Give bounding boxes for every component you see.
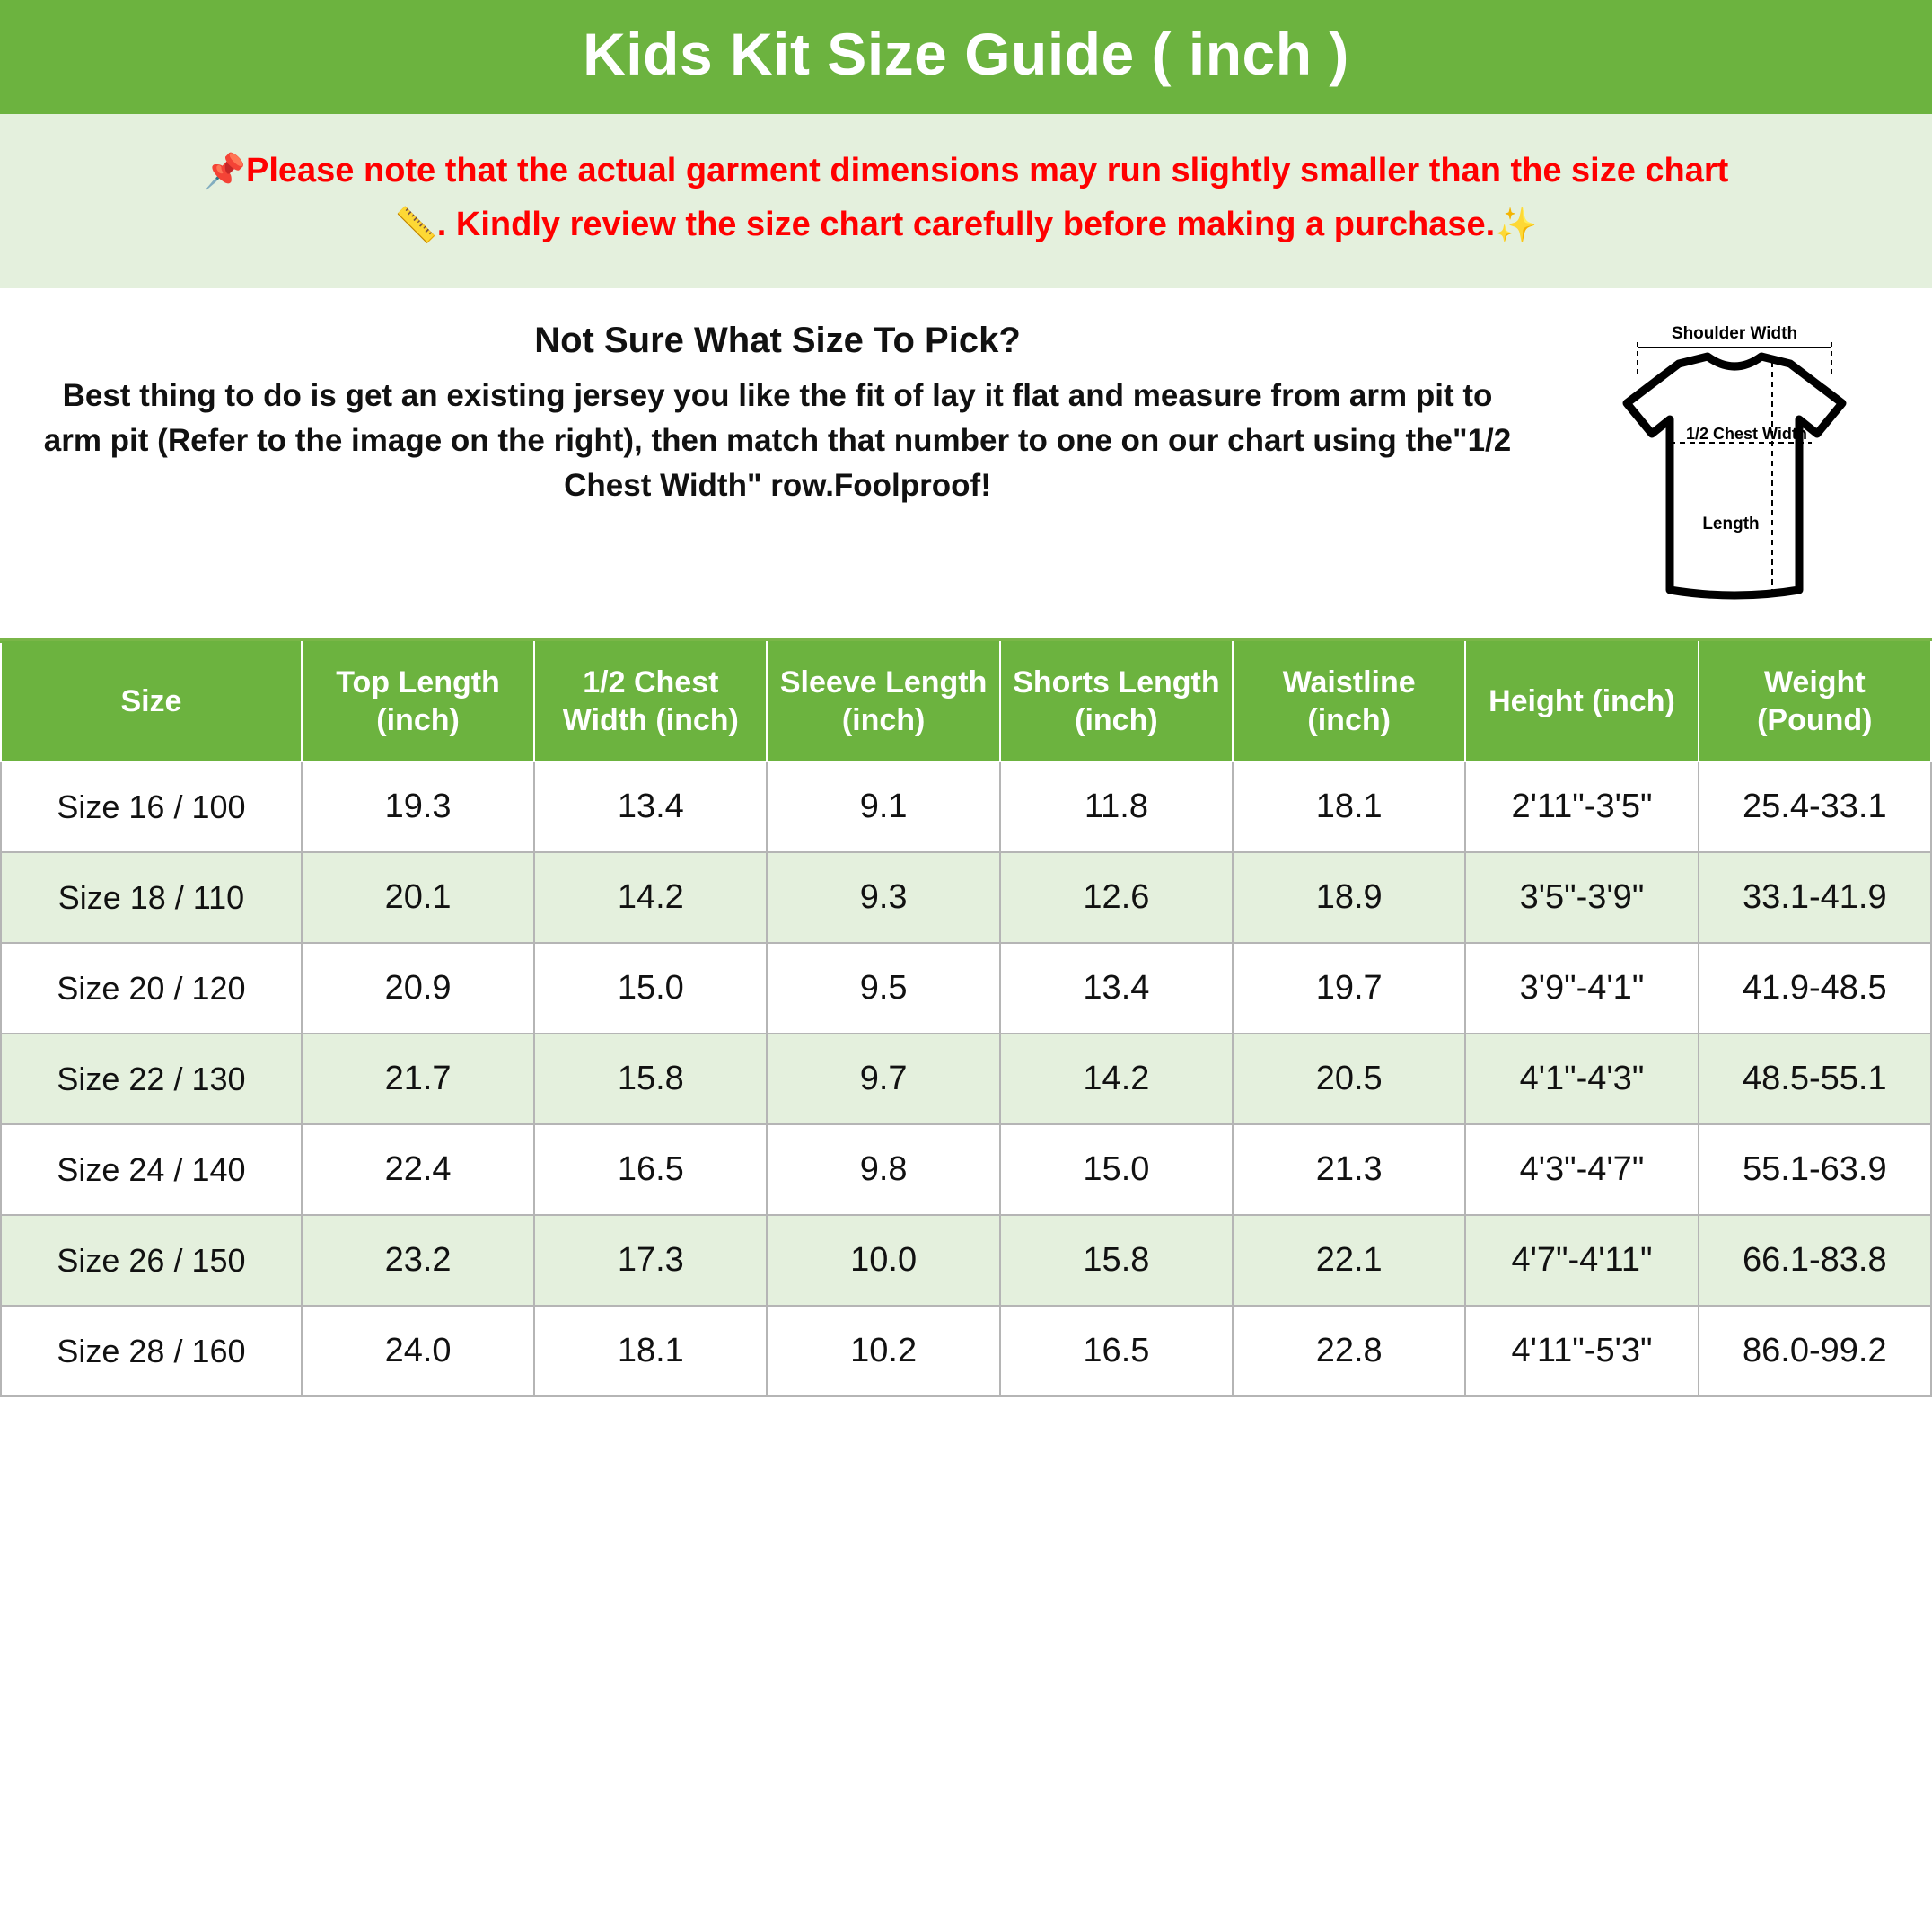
column-header-shorts-length: Shorts Length (inch) [1000,642,1233,762]
cell-height: 4'7"-4'11" [1465,1215,1698,1306]
cell-weight: 66.1-83.8 [1699,1215,1931,1306]
cell-half-chest-width: 16.5 [534,1124,767,1215]
cell-weight: 86.0-99.2 [1699,1306,1931,1396]
note-line-1 [27,145,1905,198]
column-header-size: Size [1,642,302,762]
cell-height: 3'9"-4'1" [1465,943,1698,1034]
column-header-sleeve-length: Sleeve Length (inch) [767,642,999,762]
cell-weight: 41.9-48.5 [1699,943,1931,1034]
tshirt-diagram-svg [1573,321,1896,617]
shoulder-width-label: Shoulder Width [1671,324,1798,344]
cell-sleeve-length: 10.2 [767,1306,999,1396]
cell-top-length: 19.3 [302,762,534,852]
help-section [0,288,1932,641]
cell-top-length: 20.9 [302,943,534,1034]
cell-waistline: 22.8 [1233,1306,1465,1396]
note-line-2-text: . Kindly review the size chart carefully before making a purchase. [436,206,1496,243]
pushpin-icon: 📌 [203,153,246,191]
cell-waistline: 20.5 [1233,1034,1465,1124]
cell-top-length: 21.7 [302,1034,534,1124]
table-row [1,1306,1931,1396]
size-table-head [1,642,1931,762]
cell-waistline: 22.1 [1233,1215,1465,1306]
cell-top-length: 23.2 [302,1215,534,1306]
cell-waistline: 18.9 [1233,852,1465,943]
cell-weight: 55.1-63.9 [1699,1124,1931,1215]
cell-sleeve-length: 9.5 [767,943,999,1034]
cell-waistline: 21.3 [1233,1124,1465,1215]
cell-sleeve-length: 9.1 [767,762,999,852]
help-body: Best thing to do is get an existing jersey you like the fit of lay it flat and measure from arm pit to arm pit (Refer to the image on the right), then match that number to one on our chart using the"1/2 Chest Width" row.Foolproof! [43,378,1512,503]
help-heading: Not Sure What Size To Pick? [534,321,1021,361]
cell-shorts-length: 13.4 [1000,943,1233,1034]
cell-waistline: 18.1 [1233,762,1465,852]
cell-half-chest-width: 15.0 [534,943,767,1034]
size-table-body [1,762,1931,1396]
cell-shorts-length: 15.0 [1000,1124,1233,1215]
cell-half-chest-width: 14.2 [534,852,767,943]
page-title: Kids Kit Size Guide ( inch ) [0,0,1932,114]
note-line-2 [27,198,1905,252]
cell-height: 4'11"-5'3" [1465,1306,1698,1396]
cell-sleeve-length: 9.3 [767,852,999,943]
note-band [0,114,1932,289]
cell-size: Size 20 / 120 [1,943,302,1034]
cell-sleeve-length: 9.8 [767,1124,999,1215]
cell-half-chest-width: 13.4 [534,762,767,852]
length-label: Length [1702,515,1760,534]
cell-size: Size 16 / 100 [1,762,302,852]
cell-weight: 25.4-33.1 [1699,762,1931,852]
cell-half-chest-width: 17.3 [534,1215,767,1306]
cell-size: Size 22 / 130 [1,1034,302,1124]
cell-shorts-length: 15.8 [1000,1215,1233,1306]
cell-shorts-length: 14.2 [1000,1034,1233,1124]
table-row [1,1215,1931,1306]
cell-top-length: 22.4 [302,1124,534,1215]
measurement-diagram [1555,312,1932,617]
cell-height: 2'11"-3'5" [1465,762,1698,852]
cell-size: Size 24 / 140 [1,1124,302,1215]
cell-height: 4'1"-4'3" [1465,1034,1698,1124]
column-header-height: Height (inch) [1465,642,1698,762]
sparkles-icon: ✨ [1495,207,1538,245]
cell-size: Size 18 / 110 [1,852,302,943]
cell-size: Size 26 / 150 [1,1215,302,1306]
cell-weight: 48.5-55.1 [1699,1034,1931,1124]
cell-sleeve-length: 9.7 [767,1034,999,1124]
cell-sleeve-length: 10.0 [767,1215,999,1306]
half-chest-width-label: 1/2 Chest Width [1686,425,1807,444]
ruler-icon: 📏 [394,207,437,245]
cell-shorts-length: 12.6 [1000,852,1233,943]
table-row [1,762,1931,852]
help-text-block [0,312,1555,507]
column-header-waistline: Waistline (inch) [1233,642,1465,762]
cell-top-length: 24.0 [302,1306,534,1396]
cell-shorts-length: 11.8 [1000,762,1233,852]
cell-top-length: 20.1 [302,852,534,943]
cell-waistline: 19.7 [1233,943,1465,1034]
column-header-top-length: Top Length (inch) [302,642,534,762]
column-header-weight: Weight (Pound) [1699,642,1931,762]
table-header-row [1,642,1931,762]
table-row [1,943,1931,1034]
size-table [0,641,1932,1397]
cell-height: 4'3"-4'7" [1465,1124,1698,1215]
cell-size: Size 28 / 160 [1,1306,302,1396]
cell-half-chest-width: 18.1 [534,1306,767,1396]
table-row [1,1124,1931,1215]
column-header-half-chest-width: 1/2 Chest Width (inch) [534,642,767,762]
note-line-1-text: Please note that the actual garment dimensions may run slightly smaller than the size chart [245,151,1729,189]
cell-weight: 33.1-41.9 [1699,852,1931,943]
cell-half-chest-width: 15.8 [534,1034,767,1124]
cell-height: 3'5"-3'9" [1465,852,1698,943]
table-row [1,1034,1931,1124]
table-row [1,852,1931,943]
cell-shorts-length: 16.5 [1000,1306,1233,1396]
